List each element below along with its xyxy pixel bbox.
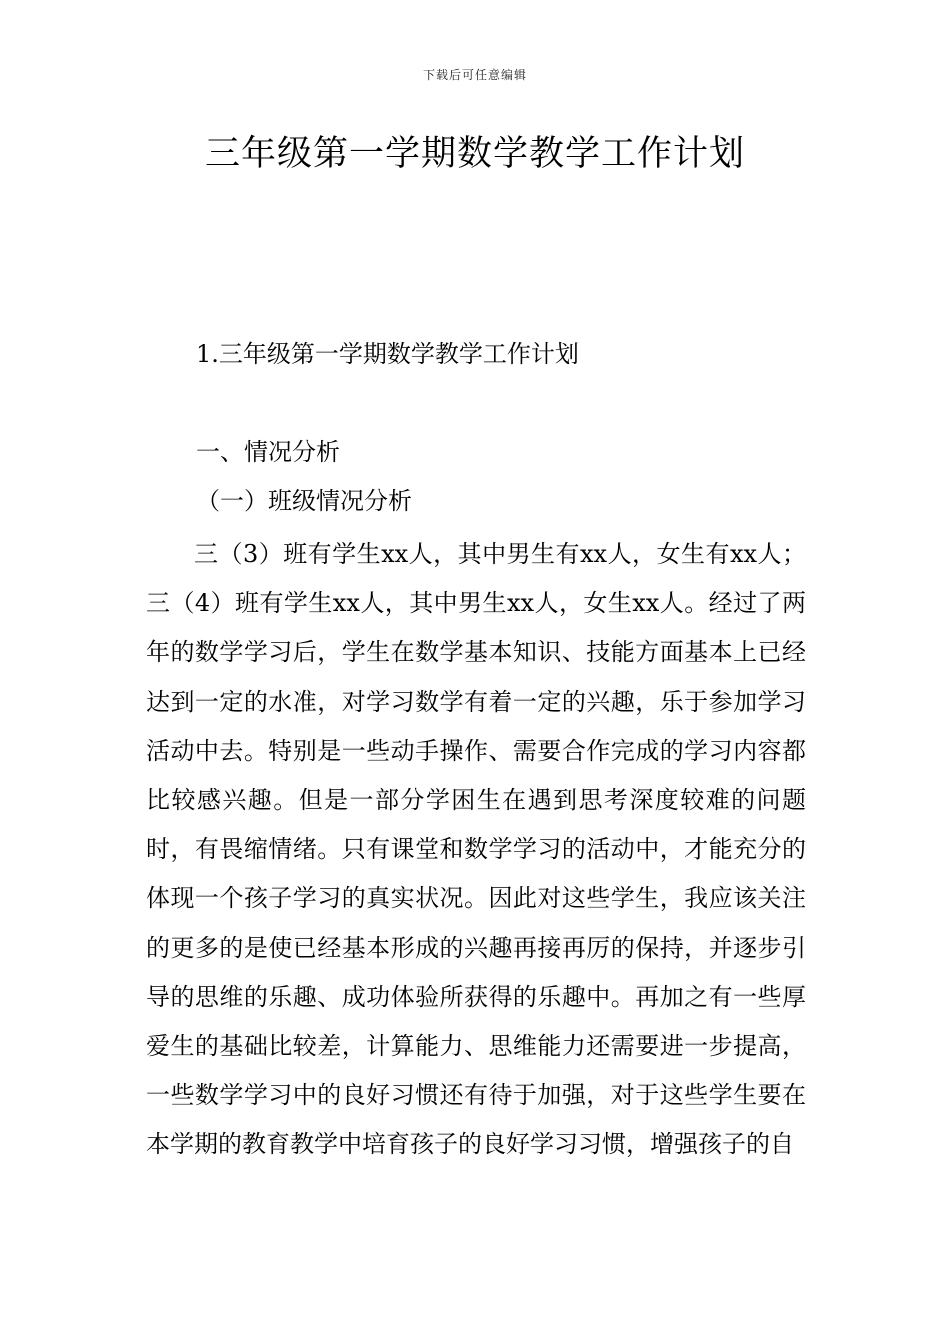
document-title: 三年级第一学期数学教学工作计划 <box>204 134 745 174</box>
subsection-heading: （一）班级情况分析 <box>196 487 412 515</box>
section-heading: 一、情况分析 <box>196 438 340 466</box>
body-paragraph: 三（3）班有学生xx人，其中男生有xx人，女生有xx人；三（4）班有学生xx人，其中男生xx人，女生xx人。经过了两年的数学学习后，学生在数学基本知识、技能方面基本上已经达到一定的水准，对学习数学有着一定的兴趣，乐于参加学习活动中去。特别是一些动手操作、需要合作完成的学习内容都比较感兴趣。但是一部分学困生在遇到思考深度较难的问题时，有畏缩情绪。只有课堂和数学学习的活动中，才能充分的体现一个孩子学习的真实状况。因此对这些学生，我应该关注的更多的是使已经基本形成的兴趣再接再厉的保持，并逐步引导的思维的乐趣、成功体验所获得的乐趣中。再加之有一些厚爱生的基础比较差，计算能力、思维能力还需要进一步提高，一些数学学习中的良好习惯还有待于加强，对于这些学生要在本学期的教育教学中培育孩子的良好学习习惯，增强孩子的自 <box>146 540 806 1159</box>
numbered-heading: 1.三年级第一学期数学教学工作计划 <box>196 340 579 368</box>
header-note: 下载后可任意编辑 <box>422 68 527 82</box>
